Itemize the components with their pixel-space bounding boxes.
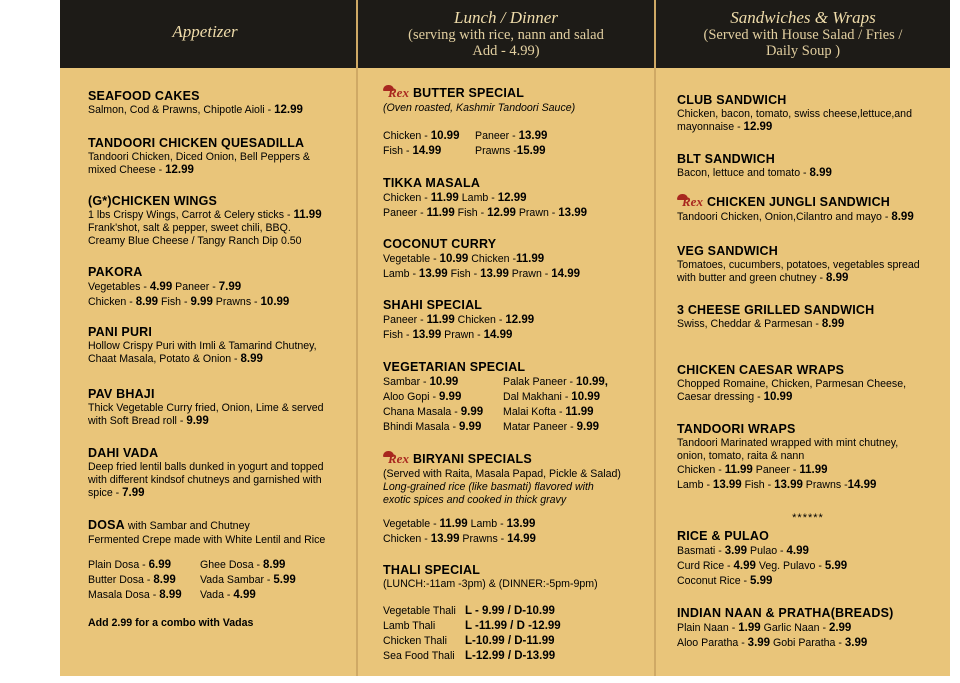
item-price: 13.99 xyxy=(712,479,742,491)
item-name: (G*)CHICKEN WINGS xyxy=(88,194,218,208)
price-entry xyxy=(383,420,481,435)
vegetarian-price-list xyxy=(383,375,651,435)
price-label: Sea Food Thali xyxy=(383,650,455,662)
item-price: 8.99 xyxy=(826,272,849,284)
item-price: 4.99 xyxy=(733,560,756,572)
menu-item-tikka-masala xyxy=(383,176,651,221)
item-name: RICE & PULAO xyxy=(677,529,769,543)
price-entry xyxy=(503,375,608,390)
dosa-combo-note: Add 2.99 for a combo with Vadas xyxy=(88,617,254,629)
item-desc: Creamy Blue Cheese / Tangy Ranch Dip 0.50 xyxy=(88,235,302,247)
item-price: 8.99 xyxy=(891,211,914,223)
price-entry xyxy=(383,375,458,390)
item-price: 11.99 xyxy=(439,518,468,530)
item-desc: Long-grained rice (like basmati) flavored with xyxy=(383,481,594,493)
thali-row xyxy=(383,619,651,634)
price-label: Lamb - xyxy=(467,518,507,530)
item-price: 12.99 xyxy=(165,164,194,176)
item-price: 10.99 xyxy=(260,296,290,308)
menu-item-dosa xyxy=(88,516,350,547)
menu-item-club-sandwich xyxy=(677,93,945,134)
item-price: 8.99 xyxy=(153,574,176,586)
price-label: Plain Naan - xyxy=(677,622,739,634)
price-entry xyxy=(88,573,176,588)
vegetarian-row xyxy=(383,390,651,405)
item-name: BUTTER SPECIAL xyxy=(412,86,525,100)
price-label: Palak Paneer - xyxy=(503,376,577,388)
item-name: CLUB SANDWICH xyxy=(677,93,787,107)
item-price: 2.99 xyxy=(828,622,852,634)
item-price: 11.99 xyxy=(565,406,594,418)
item-desc: with Soft Bread roll - xyxy=(88,415,187,427)
item-note: (Oven roasted, Kashmir Tandoori Sauce) xyxy=(383,102,576,114)
rex-logo: Rex xyxy=(682,194,703,209)
price-label: Paneer - xyxy=(172,281,219,293)
price-label: Vada Sambar - xyxy=(200,574,274,586)
item-name: PAV BHAJI xyxy=(88,387,155,401)
item-price: 14.99 xyxy=(551,268,581,280)
item-desc: Swiss, Cheddar & Parmesan - xyxy=(677,318,822,330)
price-label: Matar Paneer - xyxy=(503,421,577,433)
item-name: 3 CHEESE GRILLED SANDWICH xyxy=(677,303,875,317)
price-label: Fish - xyxy=(454,207,488,219)
menu-item-thali-special xyxy=(383,563,651,591)
item-desc: Tandoori Chicken, Diced Onion, Bell Peppers & xyxy=(88,151,310,163)
item-desc: Caesar dressing - xyxy=(677,391,764,403)
price-label: Vegetable Thali xyxy=(383,605,456,617)
price-label: Gobi Paratha - xyxy=(770,637,845,649)
item-price: 14.99 xyxy=(847,479,877,491)
item-name: TANDOORI CHICKEN QUESADILLA xyxy=(88,136,305,150)
menu-item-dahi-vada xyxy=(88,446,350,500)
item-name: DOSA xyxy=(88,518,125,532)
item-price: 12.99 xyxy=(487,207,516,219)
item-desc: Thick Vegetable Curry fried, Onion, Lime & served xyxy=(88,402,324,414)
menu-item-seafood-cakes xyxy=(88,89,350,117)
sandwiches-title: Sandwiches & Wraps xyxy=(730,8,876,27)
price-label: Chicken - xyxy=(383,533,431,545)
price-label: Aloo Paratha - xyxy=(677,637,748,649)
menu-item-butter-special xyxy=(383,84,651,115)
price-label: Ghee Dosa - xyxy=(200,559,264,571)
price-entry xyxy=(383,390,461,405)
item-name: VEG SANDWICH xyxy=(677,244,779,258)
item-price: 7.99 xyxy=(218,281,242,293)
lunch-dinner-title: Lunch / Dinner xyxy=(454,8,558,27)
menu-item-tandoori-wraps xyxy=(677,422,945,493)
price-label: Prawn - xyxy=(508,268,552,280)
menu-item-chicken-wings xyxy=(88,194,350,248)
vegetarian-row xyxy=(383,420,651,435)
item-desc: spice - xyxy=(88,487,123,499)
menu-item-chicken-jungli-sandwich xyxy=(677,193,945,224)
item-price: 13.99 xyxy=(518,130,548,142)
thali-row xyxy=(383,634,651,649)
item-name: DAHI VADA xyxy=(88,446,159,460)
item-name: BLT SANDWICH xyxy=(677,152,775,166)
price-label: Curd Rice - xyxy=(677,560,734,572)
price-label: Basmati - xyxy=(677,545,725,557)
item-desc: Chicken, bacon, tomato, swiss cheese,lettuce,and xyxy=(677,108,912,120)
item-name: SHAHI SPECIAL xyxy=(383,298,483,312)
item-name: COCONUT CURRY xyxy=(383,237,497,251)
item-price: 3.99 xyxy=(724,545,748,557)
vegetarian-row xyxy=(383,405,651,420)
item-desc: Tandoori Chicken, Onion,Cilantro and mayo - xyxy=(677,211,892,223)
price-label: Pulao - xyxy=(747,545,787,557)
item-price: 14.99 xyxy=(483,329,513,341)
rex-logo: Rex xyxy=(388,451,409,466)
appetizer-title: Appetizer xyxy=(172,22,238,41)
sandwiches-header xyxy=(658,8,948,59)
item-desc: Salmon, Cod & Prawns, Chipotle Aioli - xyxy=(88,104,275,116)
item-name: PANI PURI xyxy=(88,325,153,339)
item-price: 10.99, xyxy=(576,376,609,388)
price-label: Butter Dosa - xyxy=(88,574,154,586)
item-name: SEAFOOD CAKES xyxy=(88,89,200,103)
vegetarian-row xyxy=(383,375,651,390)
item-name: CHICKEN CAESAR WRAPS xyxy=(677,363,845,377)
section-divider-stars: ****** xyxy=(792,512,824,524)
menu-item-chicken-caesar-wraps xyxy=(677,363,945,404)
item-name: BIRYANI SPECIALS xyxy=(412,452,532,466)
item-desc: mayonnaise - xyxy=(677,121,744,133)
price-label: Bhindi Masala - xyxy=(383,421,459,433)
item-price: 13.99 xyxy=(558,207,588,219)
item-price: 8.99 xyxy=(159,589,182,601)
price-label: Fish - xyxy=(447,268,481,280)
price-label: Chicken Thali xyxy=(383,635,447,647)
item-desc: Chaat Masala, Potato & Onion - xyxy=(88,353,241,365)
item-price: 6.99 xyxy=(148,559,172,571)
item-price: L-12.99 / D-13.99 xyxy=(465,650,556,662)
item-price: 12.99 xyxy=(505,314,535,326)
item-desc: with butter and green chutney - xyxy=(677,272,826,284)
item-name: PAKORA xyxy=(88,265,143,279)
menu-item-pani-puri xyxy=(88,325,350,366)
price-label: Sambar - xyxy=(383,376,430,388)
price-label: Vegetable - xyxy=(383,253,440,265)
rex-logo: Rex xyxy=(388,85,409,100)
item-name: TIKKA MASALA xyxy=(383,176,481,190)
item-price: 13.99 xyxy=(412,329,442,341)
item-price: 14.99 xyxy=(507,533,536,545)
item-price: 13.99 xyxy=(418,268,448,280)
item-price: 8.99 xyxy=(809,167,832,179)
item-price: 3.99 xyxy=(844,637,868,649)
menu-item-rice-pulao xyxy=(677,529,945,589)
item-price: 8.99 xyxy=(240,353,263,365)
item-price: 10.99 xyxy=(429,376,459,388)
thali-price-list xyxy=(383,604,651,664)
item-desc: Frank'shot, salt & pepper, sweet chili, BBQ. xyxy=(88,222,291,234)
item-price: 10.99 xyxy=(763,391,793,403)
price-label: Lamb - xyxy=(677,479,713,491)
menu-item-indian-naan xyxy=(677,606,945,651)
dosa-row xyxy=(88,588,350,603)
item-price: 11.99 xyxy=(426,314,455,326)
price-entry xyxy=(200,588,256,603)
item-price: 10.99 xyxy=(430,130,460,142)
price-label: Prawn - xyxy=(515,207,559,219)
price-label: Malai Kofta - xyxy=(503,406,566,418)
item-desc: Deep fried lentil balls dunked in yogurt and topped xyxy=(88,461,324,473)
price-label: Aloo Gopi - xyxy=(383,391,439,403)
price-label: Paneer - xyxy=(383,314,427,326)
item-price: 9.99 xyxy=(190,296,213,308)
item-desc: Bacon, lettuce and tomato - xyxy=(677,167,810,179)
item-price: 12.99 xyxy=(497,192,527,204)
item-name: THALI SPECIAL xyxy=(383,563,481,577)
fold-line-left xyxy=(356,0,358,676)
lunch-dinner-subtitle-2: Add - 4.99) xyxy=(472,43,540,59)
price-entry xyxy=(88,588,182,603)
lunch-dinner-header xyxy=(360,8,652,59)
price-label: Coconut Rice - xyxy=(677,575,751,587)
menu-item-pav-bhaji xyxy=(88,387,350,428)
item-price: 1.99 xyxy=(738,622,761,634)
item-price: 11.99 xyxy=(516,253,545,265)
price-label: Veg. Pulavo - xyxy=(755,560,825,572)
menu-item-shahi-special xyxy=(383,298,651,343)
thali-row xyxy=(383,649,651,664)
price-entry xyxy=(503,420,599,435)
price-label: Paneer - xyxy=(383,207,427,219)
item-price: 3.99 xyxy=(747,637,771,649)
price-label: Plain Dosa - xyxy=(88,559,149,571)
item-name: INDIAN NAAN & PRATHA(BREADS) xyxy=(677,606,894,620)
thali-row xyxy=(383,604,651,619)
item-price: 13.99 xyxy=(774,479,803,491)
price-label: Chicken - xyxy=(468,253,517,265)
item-name: TANDOORI WRAPS xyxy=(677,422,796,436)
price-label: Fish - xyxy=(383,145,413,157)
price-entry xyxy=(200,558,285,573)
item-price: 14.99 xyxy=(412,145,442,157)
item-price: 10.99 xyxy=(439,253,469,265)
item-price: 9.99 xyxy=(186,415,209,427)
menu-item-vegetarian-special xyxy=(383,360,651,375)
sandwiches-subtitle-1: (Served with House Salad / Fries / xyxy=(703,27,903,43)
fold-line-right xyxy=(654,0,656,676)
price-label: Lamb Thali xyxy=(383,620,436,632)
price-label: Chana Masala - xyxy=(383,406,461,418)
item-price: 9.99 xyxy=(438,391,462,403)
price-entry xyxy=(503,405,594,420)
item-desc: mixed Cheese - xyxy=(88,164,166,176)
price-entry xyxy=(503,390,600,405)
item-price: 9.99 xyxy=(460,406,484,418)
item-price: 8.99 xyxy=(135,296,159,308)
price-label: Vada - xyxy=(200,589,234,601)
price-label: Vegetables - xyxy=(88,281,150,293)
menu-item-tandoori-quesadilla xyxy=(88,136,350,177)
item-desc: Chopped Romaine, Chicken, Parmesan Cheese, xyxy=(677,378,907,390)
item-price: 12.99 xyxy=(743,121,773,133)
item-desc: Hollow Crispy Puri with Imli & Tamarind Chutney, xyxy=(88,340,317,352)
price-label: Prawns - xyxy=(802,479,848,491)
item-desc: Tomatoes, cucumbers, potatoes, vegetables spread xyxy=(677,259,920,271)
item-price: 8.99 xyxy=(821,318,845,330)
price-label: Prawns - xyxy=(475,145,517,157)
item-note: with Sambar and Chutney xyxy=(124,520,250,532)
biryani-prices xyxy=(383,517,651,547)
item-price: 8.99 xyxy=(263,559,286,571)
item-name: VEGETARIAN SPECIAL xyxy=(383,360,526,374)
dosa-row xyxy=(88,558,350,573)
price-label: Paneer - xyxy=(475,130,519,142)
dosa-row xyxy=(88,573,350,588)
item-price: 13.99 xyxy=(506,518,536,530)
item-price: 11.99 xyxy=(430,192,459,204)
butter-special-prices xyxy=(383,129,651,159)
item-price: L -11.99 / D -12.99 xyxy=(465,620,561,632)
item-price: L-10.99 / D-11.99 xyxy=(465,635,555,647)
menu-item-pakora xyxy=(88,265,350,310)
price-label: Chicken - xyxy=(454,314,506,326)
item-name: CHICKEN JUNGLI SANDWICH xyxy=(706,195,891,209)
item-price: 11.99 xyxy=(426,207,455,219)
menu-item-biryani-specials xyxy=(383,450,651,507)
item-price: 10.99 xyxy=(571,391,601,403)
item-price: 11.99 xyxy=(724,464,753,476)
price-label: Paneer - xyxy=(752,464,800,476)
price-label: Fish - xyxy=(383,329,413,341)
item-price: 7.99 xyxy=(122,487,145,499)
price-entry xyxy=(88,558,171,573)
item-desc: Tandoori Marinated wrapped with mint chutney, xyxy=(677,437,899,449)
item-desc: onion, tomato, raita & nann xyxy=(677,450,805,462)
price-label: Lamb - xyxy=(458,192,498,204)
item-desc: 1 lbs Crispy Wings, Carrot & Celery sticks - xyxy=(88,209,294,221)
item-desc: with different kindsof chutneys and garnished with xyxy=(88,474,322,486)
price-label: Fish - xyxy=(741,479,775,491)
price-label: Chicken - xyxy=(383,192,431,204)
item-price: 9.99 xyxy=(576,421,599,433)
item-price: 11.99 xyxy=(293,209,322,221)
menu-item-blt-sandwich xyxy=(677,152,945,180)
item-price: 15.99 xyxy=(516,145,546,157)
item-price: L - 9.99 / D-10.99 xyxy=(465,605,555,617)
price-label: Chicken - xyxy=(677,464,725,476)
dosa-price-list xyxy=(88,558,350,603)
menu-item-veg-sandwich xyxy=(677,244,945,285)
item-price: 5.99 xyxy=(750,575,773,587)
item-note: (LUNCH:-11am -3pm) & (DINNER:-5pm-9pm) xyxy=(383,578,598,590)
item-desc: exotic spices and cooked in thick gravy xyxy=(383,494,567,506)
item-price: 4.99 xyxy=(233,589,256,601)
price-label: Lamb - xyxy=(383,268,419,280)
item-price: 4.99 xyxy=(786,545,809,557)
price-label: Prawns - xyxy=(459,533,508,545)
item-price: 13.99 xyxy=(480,268,509,280)
item-price: 4.99 xyxy=(149,281,173,293)
price-label: Prawn - xyxy=(441,329,484,341)
menu-item-3-cheese-grilled-sandwich xyxy=(677,303,945,331)
price-label: Vegetable - xyxy=(383,518,440,530)
lunch-dinner-subtitle-1: (serving with rice, nann and salad xyxy=(408,27,604,43)
price-label: Masala Dosa - xyxy=(88,589,160,601)
item-desc: Fermented Crepe made with White Lentil and Rice xyxy=(88,534,326,546)
price-entry xyxy=(383,405,483,420)
price-label: Dal Makhani - xyxy=(503,391,572,403)
item-price: 11.99 xyxy=(799,464,828,476)
price-label: Fish - xyxy=(158,296,191,308)
item-price: 5.99 xyxy=(824,560,848,572)
item-price: 9.99 xyxy=(458,421,482,433)
price-label: Prawns - xyxy=(212,296,261,308)
price-label: Chicken - xyxy=(383,130,431,142)
sandwiches-subtitle-2: Daily Soup ) xyxy=(765,43,841,59)
menu-item-coconut-curry xyxy=(383,237,651,282)
item-price: 12.99 xyxy=(274,104,303,116)
item-note: (Served with Raita, Masala Papad, Pickle & Salad) xyxy=(383,468,621,480)
appetizer-header xyxy=(60,22,350,41)
item-price: 5.99 xyxy=(273,574,296,586)
price-entry xyxy=(200,573,296,588)
price-label: Chicken - xyxy=(88,296,136,308)
price-label: Garlic Naan - xyxy=(760,622,829,634)
item-price: 13.99 xyxy=(430,533,460,545)
